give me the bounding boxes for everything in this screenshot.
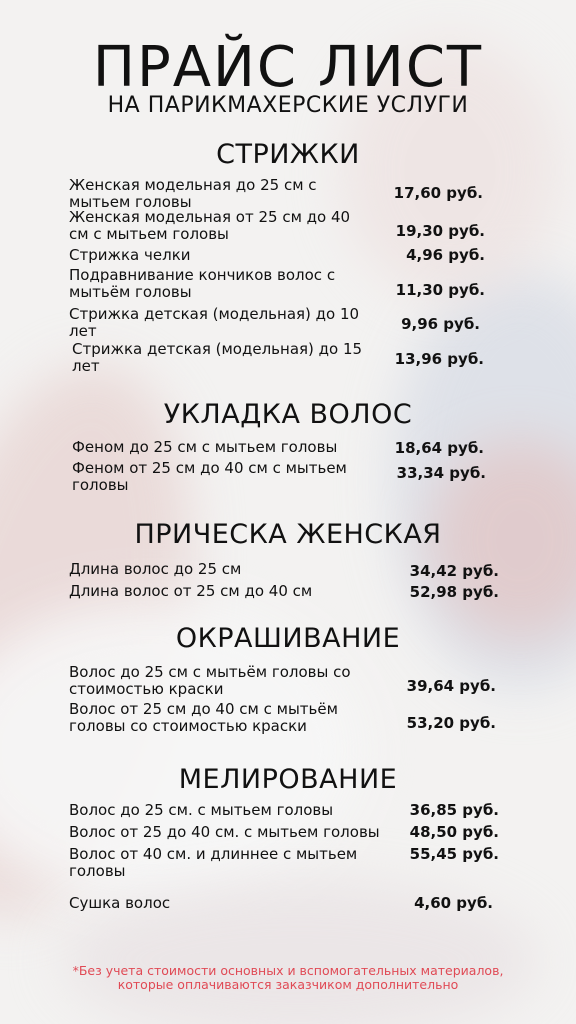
service-price: 19,30 руб.: [395, 222, 485, 240]
service-name: Волос до 25 см. с мытьем головы: [69, 801, 334, 819]
service-name: Сушка волос: [69, 894, 171, 912]
service-price: 9,96 руб.: [401, 315, 480, 333]
service-name: Стрижка детская (модельная) до 15 лет: [72, 340, 363, 375]
section-title-haircuts: СТРИЖКИ: [216, 139, 360, 170]
service-name: Длина волос до 25 см: [69, 560, 242, 578]
service-name: Подравнивание кончиков волос с мытьём головы: [69, 266, 336, 301]
service-price: 13,96 руб.: [394, 350, 484, 368]
section-title-styling: УКЛАДКА ВОЛОС: [163, 399, 413, 430]
service-price: 55,45 руб.: [409, 845, 499, 863]
service-price: 48,50 руб.: [409, 823, 499, 841]
service-price: 17,60 руб.: [393, 184, 483, 202]
service-price: 33,34 руб.: [396, 464, 486, 482]
section-title-highlighting: МЕЛИРОВАНИЕ: [178, 764, 398, 795]
footnote: *Без учета стоимости основных и вспомогательных материалов, которые оплачиваются заказчиком дополнительно: [72, 963, 504, 992]
service-price: 34,42 руб.: [409, 562, 499, 580]
page-subtitle: НА ПАРИКМАХЕРСКИЕ УСЛУГИ: [107, 93, 469, 118]
service-price: 4,96 руб.: [406, 246, 485, 264]
service-name: Феном от 25 см до 40 см с мытьем головы: [72, 459, 347, 494]
service-name: Волос от 40 см. и длиннее с мытьем головы: [69, 845, 358, 880]
section-title-hairdo: ПРИЧЕСКА ЖЕНСКАЯ: [134, 519, 442, 550]
service-name: Женская модельная до 25 см с мытьем головы: [69, 176, 317, 211]
page-title: ПРАЙС ЛИСТ: [92, 35, 484, 100]
service-price: 53,20 руб.: [406, 714, 496, 732]
section-title-coloring: ОКРАШИВАНИЕ: [175, 623, 401, 654]
service-name: Стрижка детская (модельная) до 10 лет: [69, 305, 360, 340]
service-price: 4,60 руб.: [414, 894, 493, 912]
service-name: Волос до 25 см с мытьём головы со стоимостью краски: [69, 663, 351, 698]
service-name: Стрижка челки: [69, 246, 191, 264]
service-price: 18,64 руб.: [394, 439, 484, 457]
service-name: Феном до 25 см с мытьем головы: [72, 438, 338, 456]
service-name: Волос от 25 до 40 см. с мытьем головы: [69, 823, 380, 841]
service-name: Длина волос от 25 см до 40 см: [69, 582, 313, 600]
service-price: 39,64 руб.: [406, 677, 496, 695]
service-price: 36,85 руб.: [409, 801, 499, 819]
service-price: 11,30 руб.: [395, 281, 485, 299]
service-name: Волос от 25 см до 40 см с мытьём головы со стоимостью краски: [69, 700, 338, 735]
service-price: 52,98 руб.: [409, 583, 499, 601]
service-name: Женская модельная от 25 см до 40 см с мытьем головы: [69, 208, 351, 243]
